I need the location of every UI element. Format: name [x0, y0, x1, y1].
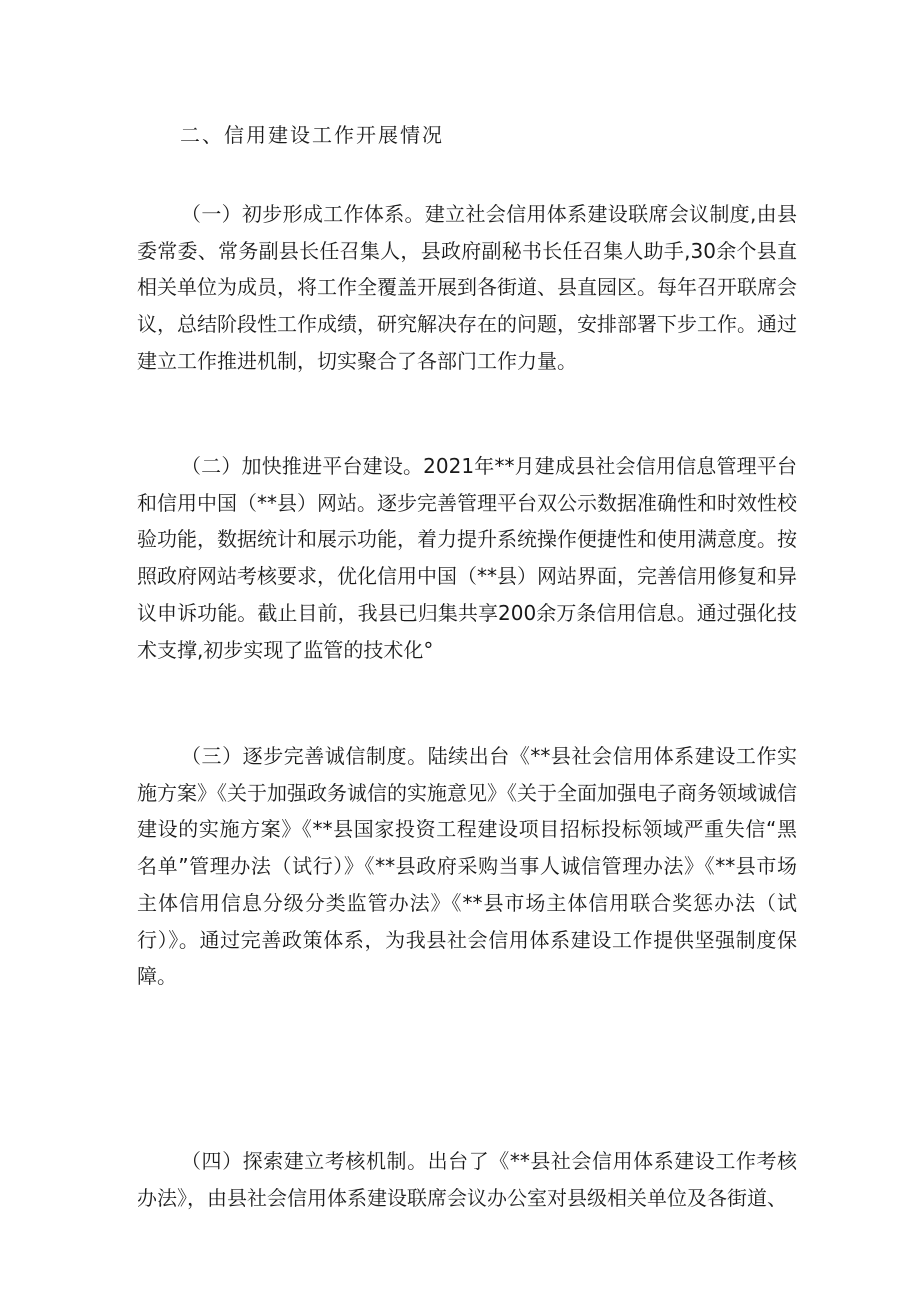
section-heading: 二、信用建设工作开展情况	[180, 123, 444, 147]
paragraph-work-system: （一）初步形成工作体系。建立社会信用体系建设联席会议制度,由县委常委、常务副县长任召集人，县政府副秘书长任召集人助手,30余个县直相关单位为成员，将工作全覆盖开展到各街道、县直园区。每年召开联席会议，总结阶段性工作成绩，研究解决存在的问题，安排部署下步工作。通过建立工作推进机制，切实聚合了各部门工作力量。	[137, 202, 797, 373]
paragraph-platform-construction: （二）加快推进平台建设。2021年**月建成县社会信用信息管理平台和信用中国（**县）网站。逐步完善管理平台双公示数据准确性和时效性校验功能，数据统计和展示功能，着力提升系统操作便捷性和使用满意度。按照政府网站考核要求，优化信用中国（**县）网站界面，完善信用修复和异议申诉功能。截止目前，我县已归集共享200余万条信用信息。通过强化技术支撑,初步实现了监管的技术化°	[137, 454, 797, 662]
paragraph-assessment-mechanism: （四）探索建立考核机制。出台了《**县社会信用体系建设工作考核办法》，由县社会信用体系建设联席会议办公室对县级相关单位及各街道、	[137, 1149, 797, 1210]
paragraph-integrity-system: （三）逐步完善诚信制度。陆续出台《**县社会信用体系建设工作实施方案》《关于加强政务诚信的实施意见》《关于全面加强电子商务领域诚信建设的实施方案》《**县国家投资工程建设项目招标投标领域严重失信“黑名单”管理办法（试行）》《**县政府采购当事人诚信管理办法》《**县市场主体信用信息分级分类监管办法》《**县市场主体信用联合奖惩办法（试行）》。通过完善政策体系，为我县社会信用体系建设工作提供坚强制度保障。	[137, 744, 797, 989]
